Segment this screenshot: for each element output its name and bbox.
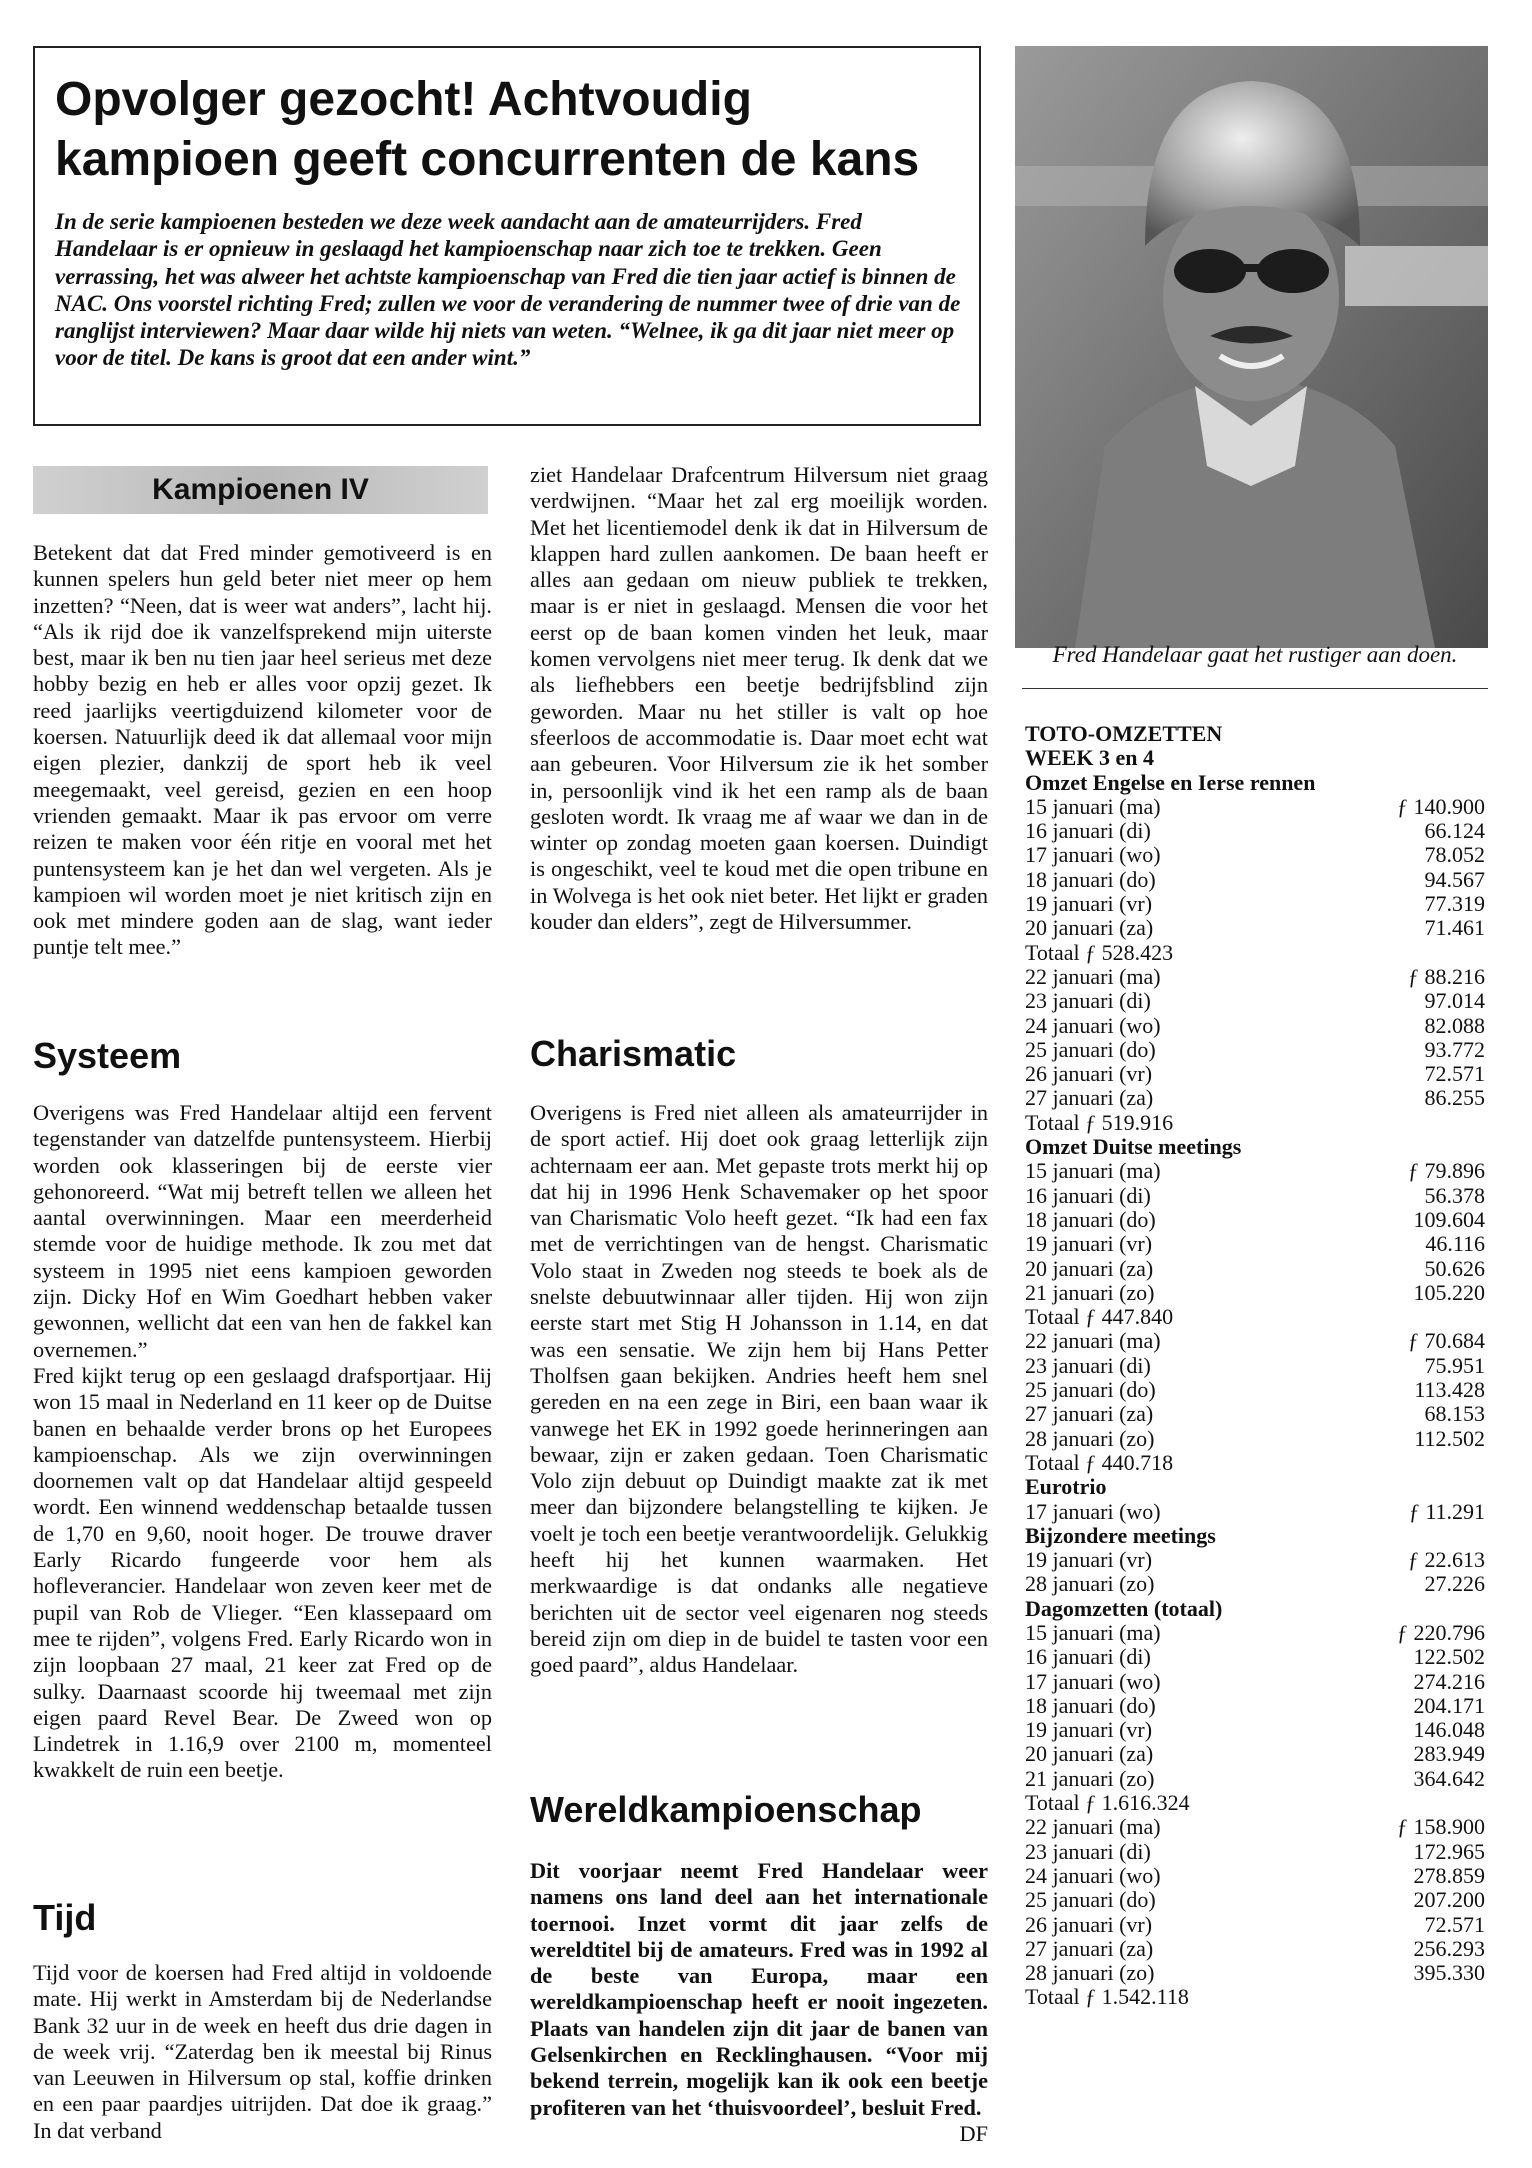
toto-amount: 274.216 xyxy=(1413,1668,1485,1694)
toto-row xyxy=(1025,1718,1485,1742)
toto-total: Totaal ƒ 447.840 xyxy=(1025,1304,1174,1330)
paragraph: Overigens was Fred Handelaar altijd een fervent tegenstander van datzelfde puntensysteem. Hierbij worden ook klasseringen bij de eerste vier gehonoreerd. “Wat mij betreft tellen we alleen het aantal overwinningen. Maar een meerderheid stemde voor de huidige methode. Ik zou met dat systeem in 1995 niet eens kampioen geworden zijn. Dicky Hof en Wim Goedhart hebben vaker gewonnen, wellicht dat een van hen de fakkel kan overnemen.” xyxy=(33,1100,492,1362)
toto-group-heading: Dagomzetten (totaal) xyxy=(1025,1595,1223,1621)
toto-amount: 109.604 xyxy=(1413,1206,1485,1232)
toto-date: 17 januari (wo) xyxy=(1025,842,1161,868)
toto-amount: 50.626 xyxy=(1424,1255,1485,1281)
toto-amount: 122.502 xyxy=(1413,1644,1485,1670)
toto-total: Totaal ƒ 519.916 xyxy=(1025,1109,1174,1135)
section-heading-systeem: Systeem xyxy=(33,1035,182,1076)
toto-amount: 94.567 xyxy=(1424,866,1485,892)
toto-date: 27 januari (za) xyxy=(1025,1085,1154,1111)
toto-amount: 395.330 xyxy=(1413,1960,1485,1986)
toto-date: 22 januari (ma) xyxy=(1025,1814,1161,1840)
toto-date: 27 januari (za) xyxy=(1025,1401,1154,1427)
toto-amount: ƒ 22.613 xyxy=(1408,1547,1485,1573)
toto-row xyxy=(1025,1014,1485,1038)
toto-amount: 77.319 xyxy=(1424,891,1485,917)
paragraph: Overigens is Fred niet alleen als amateurrijder in de sport actief. Hij doet ook graag letterlijk zijn achternaam eer aan. Met gepaste trots merkt hij op dat hij in 1996 Henk Schavemaker op het spoor van Charismatic Volo heeft gezet. “Ik had een fax met de verrichtingen van de hengst. Charismatic Volo staat in Zweden nog steeds te boek als de snelste debuutwinnaar aller tijden. Hij won zijn eerste start met Stig H Johansson in 1.14, en dat was een sensatie. We zijn hem bij Hans Petter Tholfsen gaan bekijken. Andries heeft hem snel gereden en na een zege in Biri, een baan waar ik vanwege het EK in 1992 goede herinneringen aan bewaar, zijn er zaken gedaan. Toen Charismatic Volo zijn debuut op Duindigt maakte zat ik met meer dan bijzondere belangstelling te kijken. Je voelt je toch een beetje verantwoordelijk. Gelukkig heeft hij het kunnen waarmaken. Het merkwaardige is dat ondanks alle negatieve berichten uit de sector veel eigenaren nog steeds bereid zijn om diep in de buidel te tasten voor een goed paard”, aldus Handelaar. xyxy=(530,1100,988,1678)
toto-amount: 112.502 xyxy=(1414,1425,1485,1451)
toto-date: 19 januari (vr) xyxy=(1025,1231,1153,1257)
paragraph xyxy=(530,1858,988,2146)
toto-date: 27 januari (za) xyxy=(1025,1935,1154,1961)
column-1-tijd xyxy=(33,1960,492,2144)
toto-amount: 75.951 xyxy=(1424,1352,1485,1378)
toto-date: 28 januari (zo) xyxy=(1025,1571,1155,1597)
toto-row xyxy=(1025,1257,1485,1281)
toto-amount: 72.571 xyxy=(1424,1911,1485,1937)
toto-amount: 71.461 xyxy=(1424,915,1485,941)
toto-amount: ƒ 88.216 xyxy=(1408,963,1485,989)
toto-date: 18 januari (do) xyxy=(1025,1692,1156,1718)
author-initials: DF xyxy=(959,2120,988,2146)
photo-illustration xyxy=(1015,46,1488,648)
toto-group-heading: Eurotrio xyxy=(1025,1474,1107,1500)
toto-amount: ƒ 70.684 xyxy=(1408,1328,1485,1354)
toto-amount: ƒ 11.291 xyxy=(1408,1498,1485,1524)
toto-row xyxy=(1025,1329,1485,1353)
section-heading-tijd: Tijd xyxy=(33,1897,97,1938)
toto-row xyxy=(1025,989,1485,1013)
toto-row xyxy=(1025,819,1485,843)
toto-date: 16 januari (di) xyxy=(1025,818,1151,844)
column-2-charismatic xyxy=(530,1100,988,1679)
toto-amount: 364.642 xyxy=(1413,1765,1485,1791)
toto-row xyxy=(1025,1062,1485,1086)
toto-row xyxy=(1025,1184,1485,1208)
toto-date: 26 januari (vr) xyxy=(1025,1061,1153,1087)
toto-group-heading: Bijzondere meetings xyxy=(1025,1522,1216,1548)
toto-amount: 68.153 xyxy=(1424,1401,1485,1427)
toto-date: 15 januari (ma) xyxy=(1025,793,1161,819)
caption-divider xyxy=(1022,688,1488,689)
toto-amount: ƒ 79.896 xyxy=(1408,1158,1485,1184)
toto-row xyxy=(1025,965,1485,989)
toto-row xyxy=(1025,1281,1485,1305)
toto-date: 17 januari (wo) xyxy=(1025,1498,1161,1524)
toto-date: 26 januari (vr) xyxy=(1025,1911,1153,1937)
toto-row xyxy=(1025,1232,1485,1256)
toto-row xyxy=(1025,1937,1485,1961)
toto-row xyxy=(1025,1208,1485,1232)
toto-amount: 72.571 xyxy=(1424,1061,1485,1087)
toto-row xyxy=(1025,1086,1485,1110)
toto-amount: 86.255 xyxy=(1424,1085,1485,1111)
toto-amount: 256.293 xyxy=(1413,1935,1485,1961)
toto-amount: ƒ 158.900 xyxy=(1397,1814,1485,1840)
section-heading-wereldkampioenschap: Wereldkampioenschap xyxy=(530,1789,922,1830)
toto-amount: 46.116 xyxy=(1425,1231,1485,1257)
toto-date: 20 januari (za) xyxy=(1025,1741,1154,1767)
column-2-wereldkampioenschap xyxy=(530,1858,988,2147)
toto-date: 24 januari (wo) xyxy=(1025,1012,1161,1038)
intro-paragraph: In de serie kampioenen besteden we deze week aandacht aan de amateurrijders. Fred Handelaar is er opnieuw in geslaagd het kampioenschap naar zich toe te trekken. Geen verrassing, het was alweer het achtste kampioenschap van Fred die tien jaar actief is binnen de NAC. Ons voorstel richting Fred; zullen we voor de verandering de nummer twee of drie van de ranglijst interviewen? Maar daar wilde hij niets van weten. “Welnee, ik ga dit jaar niet meer op voor de titel. De kans is groot dat een ander wint.” xyxy=(55,209,961,371)
toto-total: Totaal ƒ 528.423 xyxy=(1025,939,1174,965)
column-1-systeem xyxy=(33,1100,492,1784)
headline: Opvolger gezocht! Achtvoudig kampioen geeft concurrenten de kans xyxy=(55,73,920,186)
toto-date: 19 januari (vr) xyxy=(1025,1717,1153,1743)
toto-row xyxy=(1025,1815,1485,1839)
toto-date: 24 januari (wo) xyxy=(1025,1862,1161,1888)
toto-date: 20 januari (za) xyxy=(1025,1255,1154,1281)
toto-amount: 66.124 xyxy=(1424,818,1485,844)
toto-amount: 283.949 xyxy=(1413,1741,1485,1767)
toto-body xyxy=(1025,771,1485,2010)
toto-date: 16 januari (di) xyxy=(1025,1182,1151,1208)
toto-row xyxy=(1025,1159,1485,1183)
toto-date: 15 januari (ma) xyxy=(1025,1619,1161,1645)
toto-date: 22 januari (ma) xyxy=(1025,1328,1161,1354)
toto-date: 25 januari (do) xyxy=(1025,1887,1156,1913)
toto-group-heading: Omzet Engelse en Ierse rennen xyxy=(1025,769,1316,795)
toto-date: 23 januari (di) xyxy=(1025,1838,1151,1864)
toto-amount: 204.171 xyxy=(1413,1692,1485,1718)
photo-caption: Fred Handelaar gaat het rustiger aan doen. xyxy=(1052,642,1458,667)
toto-row xyxy=(1025,868,1485,892)
toto-amount: 78.052 xyxy=(1424,842,1485,868)
toto-row xyxy=(1025,795,1485,819)
toto-date: 21 januari (zo) xyxy=(1025,1765,1155,1791)
toto-row xyxy=(1025,916,1485,940)
toto-date: 15 januari (ma) xyxy=(1025,1158,1161,1184)
toto-row xyxy=(1025,1864,1485,1888)
toto-date: 28 januari (zo) xyxy=(1025,1960,1155,1986)
series-banner: Kampioenen IV xyxy=(33,466,488,514)
toto-row xyxy=(1025,1742,1485,1766)
toto-row xyxy=(1025,1548,1485,1572)
toto-omzetten-table xyxy=(1025,722,1485,2010)
toto-row xyxy=(1025,1402,1485,1426)
toto-group-heading: Omzet Duitse meetings xyxy=(1025,1134,1242,1160)
toto-date: 22 januari (ma) xyxy=(1025,963,1161,989)
toto-row xyxy=(1025,1913,1485,1937)
toto-date: 17 januari (wo) xyxy=(1025,1668,1161,1694)
toto-row xyxy=(1025,1840,1485,1864)
toto-total: Totaal ƒ 440.718 xyxy=(1025,1449,1174,1475)
photo-fred-handelaar xyxy=(1015,46,1488,648)
toto-date: 19 januari (vr) xyxy=(1025,891,1153,917)
toto-amount: 105.220 xyxy=(1413,1279,1485,1305)
toto-date: 28 januari (zo) xyxy=(1025,1425,1155,1451)
toto-row xyxy=(1025,1572,1485,1596)
toto-row xyxy=(1025,1767,1485,1791)
toto-amount: 97.014 xyxy=(1424,988,1485,1014)
section-heading-charismatic: Charismatic xyxy=(530,1033,737,1074)
toto-date: 16 januari (di) xyxy=(1025,1644,1151,1670)
toto-amount: 172.965 xyxy=(1413,1838,1485,1864)
toto-row xyxy=(1025,892,1485,916)
toto-row xyxy=(1025,1670,1485,1694)
toto-total: Totaal ƒ 1.542.118 xyxy=(1025,1984,1189,2010)
toto-row xyxy=(1025,1961,1485,1985)
toto-date: 21 januari (zo) xyxy=(1025,1279,1155,1305)
paragraph: Tijd voor de koersen had Fred altijd in voldoende mate. Hij werkt in Amsterdam bij de Nederlandse Bank 32 uur in de week en heeft dus drie dagen in de week vrij. “Zaterdag ben ik meestal bij Rinus van Leeuwen in Hilversum op stal, koffie drinken en een paar paardjes uitrijden. Dat doe ik graag.” In dat verband xyxy=(33,1960,492,2143)
toto-row xyxy=(1025,1645,1485,1669)
toto-row xyxy=(1025,843,1485,867)
toto-date: 25 januari (do) xyxy=(1025,1377,1156,1403)
toto-date: 18 januari (do) xyxy=(1025,866,1156,892)
toto-amount: 56.378 xyxy=(1424,1182,1485,1208)
toto-row xyxy=(1025,1500,1485,1524)
toto-subtitle: WEEK 3 en 4 xyxy=(1025,745,1154,771)
toto-date: 19 januari (vr) xyxy=(1025,1547,1153,1573)
toto-date: 20 januari (za) xyxy=(1025,915,1154,941)
paragraph: Betekent dat dat Fred minder gemotiveerd is en kunnen spelers hun geld beter niet meer op hem inzetten? “Neen, dat is weer wat anders”, lacht hij. “Als ik rijd doe ik vanzelfsprekend mijn uiterste best, maar ik ben nu tien jaar heel serieus met deze hobby bezig en heb er alles voor opzij gezet. Ik reed jaarlijks veertigduizend kilometer voor de koersen. Natuurlijk deed ik dat allemaal voor mijn eigen plezier, dankzij de sport heb ik veel meegemaakt, veel gereisd, gezien en een hoop vrienden gemaakt. Maar ik pas ervoor om verre reizen te maken voor één ritje en vooral met het puntensysteem kan je het dan wel vergeten. Als je kampioen wil worden moet je niet kritisch zijn en ook met mindere goden aan de slag, want ieder puntje telt mee.” xyxy=(33,540,492,960)
toto-date: 23 januari (di) xyxy=(1025,988,1151,1014)
column-1-intro xyxy=(33,540,492,961)
toto-amount: 146.048 xyxy=(1413,1717,1485,1743)
toto-date: 25 januari (do) xyxy=(1025,1036,1156,1062)
toto-row xyxy=(1025,1378,1485,1402)
toto-row xyxy=(1025,1427,1485,1451)
column-2-continued xyxy=(530,462,988,935)
toto-row xyxy=(1025,1694,1485,1718)
toto-amount: 82.088 xyxy=(1424,1012,1485,1038)
toto-amount: 113.428 xyxy=(1414,1377,1485,1403)
toto-date: 18 januari (do) xyxy=(1025,1206,1156,1232)
toto-amount: 93.772 xyxy=(1424,1036,1485,1062)
toto-title: TOTO-OMZETTEN xyxy=(1025,721,1223,746)
toto-date: 23 januari (di) xyxy=(1025,1352,1151,1378)
paragraph: ziet Handelaar Drafcentrum Hilversum niet graag verdwijnen. “Maar het zal erg moeilijk worden. Met het licentiemodel denk ik dat in Hilversum de klappen hard zullen aankomen. De baan heeft er alles aan gedaan om nieuw publiek te trekken, maar is er niet in geslaagd. Mensen die voor het eerst op de baan komen vinden het leuk, maar komen vervolgens niet meer terug. Ik denk dat we als liefhebbers een beetje bedrijfsblind zijn geworden. Maar nu het stiller is valt op hoe sfeerloos de accommodatie is. Daar moet echt wat aan gebeuren. Voor Hilversum zie ik het somber in, persoonlijk vind ik het een ramp als de baan gesloten wordt. Ik vraag me af waar we dan in de winter op zondag moeten gaan koersen. Duindigt is ongeschikt, veel te koud met die open tribune en in Wolvega is het ook niet beter. Het lijkt er graden kouder dan elders”, zegt de Hilversummer. xyxy=(530,462,988,935)
paragraph: Fred kijkt terug op een geslaagd drafsportjaar. Hij won 15 maal in Nederland en 11 keer op de Duitse banen en behaalde verder brons op het Europees kampioenschap. Als we zijn overwinningen doornemen valt op dat Handelaar altijd gespeeld wordt. Een winnend weddenschap betaalde tussen de 1,70 en 9,60, nooit hoger. De trouwe draver Early Ricardo fungeerde voor hem als hofleverancier. Handelaar won zeven keer met de pupil van Rob de Vlieger. “Een klassepaard om mee te rijden”, volgens Fred. Early Ricardo won in zijn loopbaan 27 maal, 21 keer zat Fred op de sulky. Daarnaast scoorde hij tweemaal met zijn eigen paard Revel Bear. De Zweed won op Lindetrek in 1.16,9 over 2100 m, momenteel kwakkelt de ruin een beetje. xyxy=(33,1362,492,1783)
toto-amount: 27.226 xyxy=(1424,1571,1485,1597)
toto-amount: 278.859 xyxy=(1413,1862,1485,1888)
toto-amount: 207.200 xyxy=(1413,1887,1485,1913)
toto-row xyxy=(1025,1038,1485,1062)
toto-total: Totaal ƒ 1.616.324 xyxy=(1025,1790,1190,1816)
toto-row xyxy=(1025,1888,1485,1912)
toto-amount: ƒ 220.796 xyxy=(1397,1619,1485,1645)
wk-text: Dit voorjaar neemt Fred Handelaar weer namens ons land deel aan het internationale toernooi. Inzet vormt dit jaar zelfs de wereldtitel bij de amateurs. Fred was in 1992 al de beste van Europa, maar een wereldkampioenschap heeft er nooit ingezeten. Plaats van handelen zijn dit jaar de banen van Gelsenkirchen en Recklinghausen. “Voor mij bekend terrein, mogelijk kan ik ook een beetje profiteren van het ‘thuisvoordeel’, besluit Fred. xyxy=(530,1858,988,2120)
toto-row xyxy=(1025,1621,1485,1645)
toto-row xyxy=(1025,1354,1485,1378)
toto-amount: ƒ 140.900 xyxy=(1397,793,1485,819)
